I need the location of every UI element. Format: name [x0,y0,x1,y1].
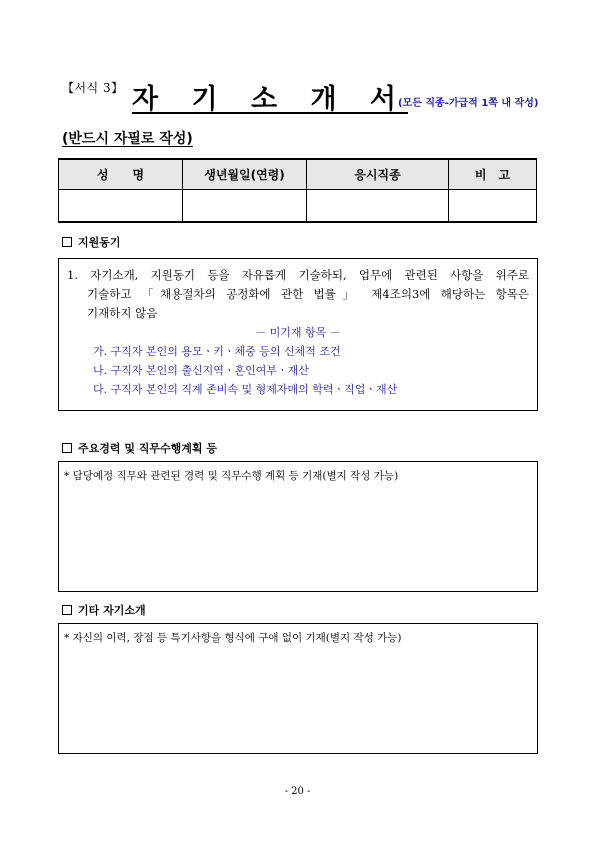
cell-name[interactable] [59,190,183,223]
cell-birthdate[interactable] [183,190,307,223]
motivation-paragraph-cont [67,285,529,304]
instruction-text: (반드시 자필로 작성) [62,131,193,147]
cell-job-type[interactable] [307,190,449,223]
other-heading: 기타 자기소개 [78,604,146,617]
header-name: 성 명 [59,159,183,190]
header-remarks: 비 고 [449,159,537,190]
page-title: 자 기 소 개 서 [132,84,409,115]
motivation-line-1: 1. 자기소개, 지원동기 등을 자유롭게 기술하되, 업무에 관련된 사항을 위주로 [67,268,529,282]
form-number: 【서식 3】 [62,81,124,95]
excluded-item-2: 나. 구직자 본인의 출신지역ㆍ혼인여부ㆍ재산 [93,364,309,377]
other-box[interactable] [58,623,538,754]
applicant-info-table [58,158,537,223]
page-number: - 20 - [284,786,311,797]
table-header-row [59,159,537,190]
career-box[interactable] [58,461,538,592]
motivation-box[interactable] [58,258,538,411]
checkbox-square-icon [62,605,72,615]
section-heading-career [62,440,217,456]
motivation-paragraph-end [67,304,529,323]
page-subtitle: (모든 직종-가급적 1쪽 내 작성) [398,98,539,109]
other-note: * 자신의 이력, 장점 등 특기사항을 형식에 구애 없이 기재(별지 작성 가능) [64,632,402,644]
checkbox-square-icon [62,443,72,453]
excluded-items-title: － 미기재 항목 － [255,326,341,339]
motivation-line-3: 기재하지 않음 [87,306,158,320]
career-note: * 담당예정 직무와 관련된 경력 및 직무수행 계획 등 기재(별지 작성 가능) [64,470,399,482]
motivation-heading: 지원동기 [78,236,121,249]
header-job-type: 응시직종 [307,159,449,190]
career-heading: 주요경력 및 직무수행계획 등 [78,442,217,455]
cell-remarks[interactable] [449,190,537,223]
table-value-row [59,190,537,223]
excluded-item-3: 다. 구직자 본인의 직계 존비속 및 형제자매의 학력ㆍ직업ㆍ재산 [93,383,398,396]
excluded-item-1: 가. 구직자 본인의 용모ㆍ키ㆍ체중 등의 신체적 조건 [93,345,341,358]
section-heading-other [62,602,146,618]
section-heading-motivation [62,234,121,250]
title-block [132,77,538,116]
checkbox-square-icon [62,237,72,247]
motivation-line-2: 기술하고 「채용절차의 공정화에 관한 법률」 제4조의3에 해당하는 항목은 [87,287,529,301]
header-birthdate: 생년월일(연령) [183,159,307,190]
motivation-paragraph [67,266,529,285]
